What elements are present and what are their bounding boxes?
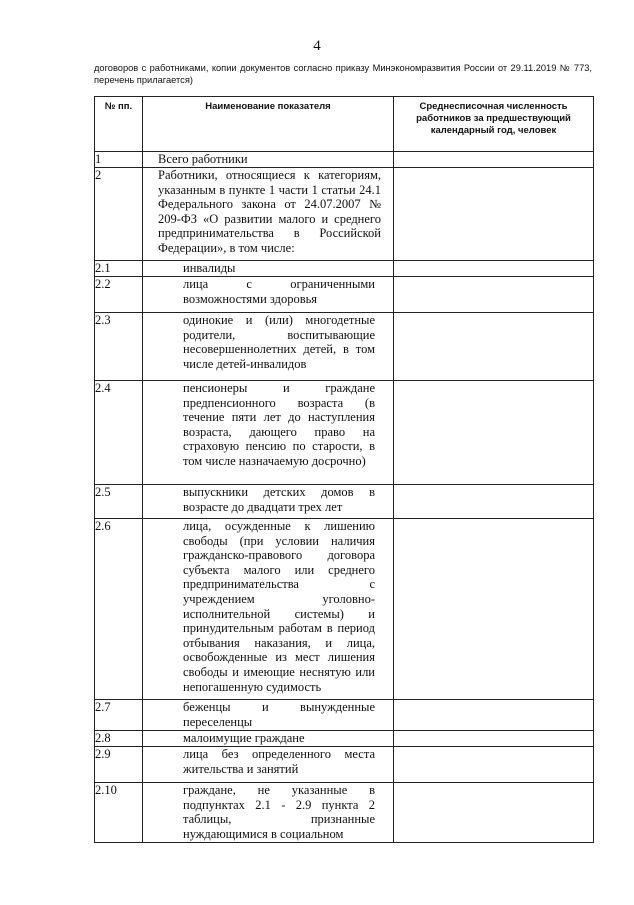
row-num: 2.1 — [95, 261, 143, 277]
row-value-cell[interactable] — [394, 152, 594, 168]
table-row — [95, 700, 594, 731]
row-num: 2 — [95, 168, 143, 261]
row-num: 2.4 — [95, 381, 143, 485]
table-row — [95, 485, 594, 519]
header-indicator-name: Наименование показателя — [143, 97, 394, 152]
row-indicator: Работники, относящиеся к категориям, указанным в пункте 1 части 1 статьи 24.1 Федерального закона от 24.07.2007 № 209-ФЗ «О развитии малого и среднего предпринимательства в Российской Федерации», в том числе: — [143, 168, 394, 261]
row-indicator: инвалиды — [143, 261, 394, 277]
table-row — [95, 519, 594, 700]
row-value-cell[interactable] — [394, 783, 594, 843]
row-value-cell[interactable] — [394, 700, 594, 731]
row-num: 2.3 — [95, 313, 143, 381]
row-value-cell[interactable] — [394, 519, 594, 700]
row-indicator: беженцы и вынужденные переселенцы — [143, 700, 394, 731]
row-num: 2.5 — [95, 485, 143, 519]
row-num: 2.6 — [95, 519, 143, 700]
header-headcount: Среднесписочная численность работников за предшествующий календарный год, человек — [394, 97, 594, 152]
row-value-cell[interactable] — [394, 381, 594, 485]
header-num: № пп. — [95, 97, 143, 152]
row-indicator: граждане, не указанные в подпунктах 2.1 - 2.9 пункта 2 таблицы, признанные нуждающимися в социальном — [143, 783, 394, 843]
table-header-row — [95, 97, 594, 152]
table-row — [95, 731, 594, 747]
row-indicator: лица без определенного места жительства и занятий — [143, 747, 394, 783]
row-value-cell[interactable] — [394, 747, 594, 783]
row-num: 2.9 — [95, 747, 143, 783]
row-num: 2.2 — [95, 277, 143, 313]
row-indicator: Всего работники — [143, 152, 394, 168]
row-num: 2.8 — [95, 731, 143, 747]
intro-text: договоров с работниками, копии документов согласно приказу Минэкономразвития России от 29.11.2019 № 773, перечень прилагается) — [94, 63, 592, 85]
row-value-cell[interactable] — [394, 261, 594, 277]
row-indicator: малоимущие граждане — [143, 731, 394, 747]
row-value-cell[interactable] — [394, 168, 594, 261]
table-row — [95, 277, 594, 313]
row-indicator: пенсионеры и граждане предпенсионного возраста (в течение пяти лет до наступления возраста, дающего право на страховую пенсию по старости, в том числе назначаемую досрочно) — [143, 381, 394, 485]
row-value-cell[interactable] — [394, 277, 594, 313]
row-num: 1 — [95, 152, 143, 168]
table-row — [95, 381, 594, 485]
row-value-cell[interactable] — [394, 731, 594, 747]
row-indicator: лица, осужденные к лишению свободы (при условии наличия гражданско-правового договора субъекта малого или среднего предпринимательства с учреждением уголовно-исполнительной системы) и принудительным работам в период отбывания наказания, и лица, освобожденные из мест лишения свободы и имеющие неснятую или непогашенную судимость — [143, 519, 394, 700]
row-indicator: лица с ограниченными возможностями здоровья — [143, 277, 394, 313]
table-row — [95, 152, 594, 168]
row-num: 2.10 — [95, 783, 143, 843]
row-indicator: одинокие и (или) многодетные родители, воспитывающие несовершеннолетних детей, в том числе детей-инвалидов — [143, 313, 394, 381]
page-number: 4 — [313, 38, 321, 54]
row-indicator: выпускники детских домов в возрасте до двадцати трех лет — [143, 485, 394, 519]
table-row — [95, 783, 594, 843]
row-value-cell[interactable] — [394, 485, 594, 519]
table-row — [95, 747, 594, 783]
table-row — [95, 261, 594, 277]
workers-table — [94, 96, 594, 843]
row-num: 2.7 — [95, 700, 143, 731]
table-row — [95, 168, 594, 261]
table-row — [95, 313, 594, 381]
row-value-cell[interactable] — [394, 313, 594, 381]
